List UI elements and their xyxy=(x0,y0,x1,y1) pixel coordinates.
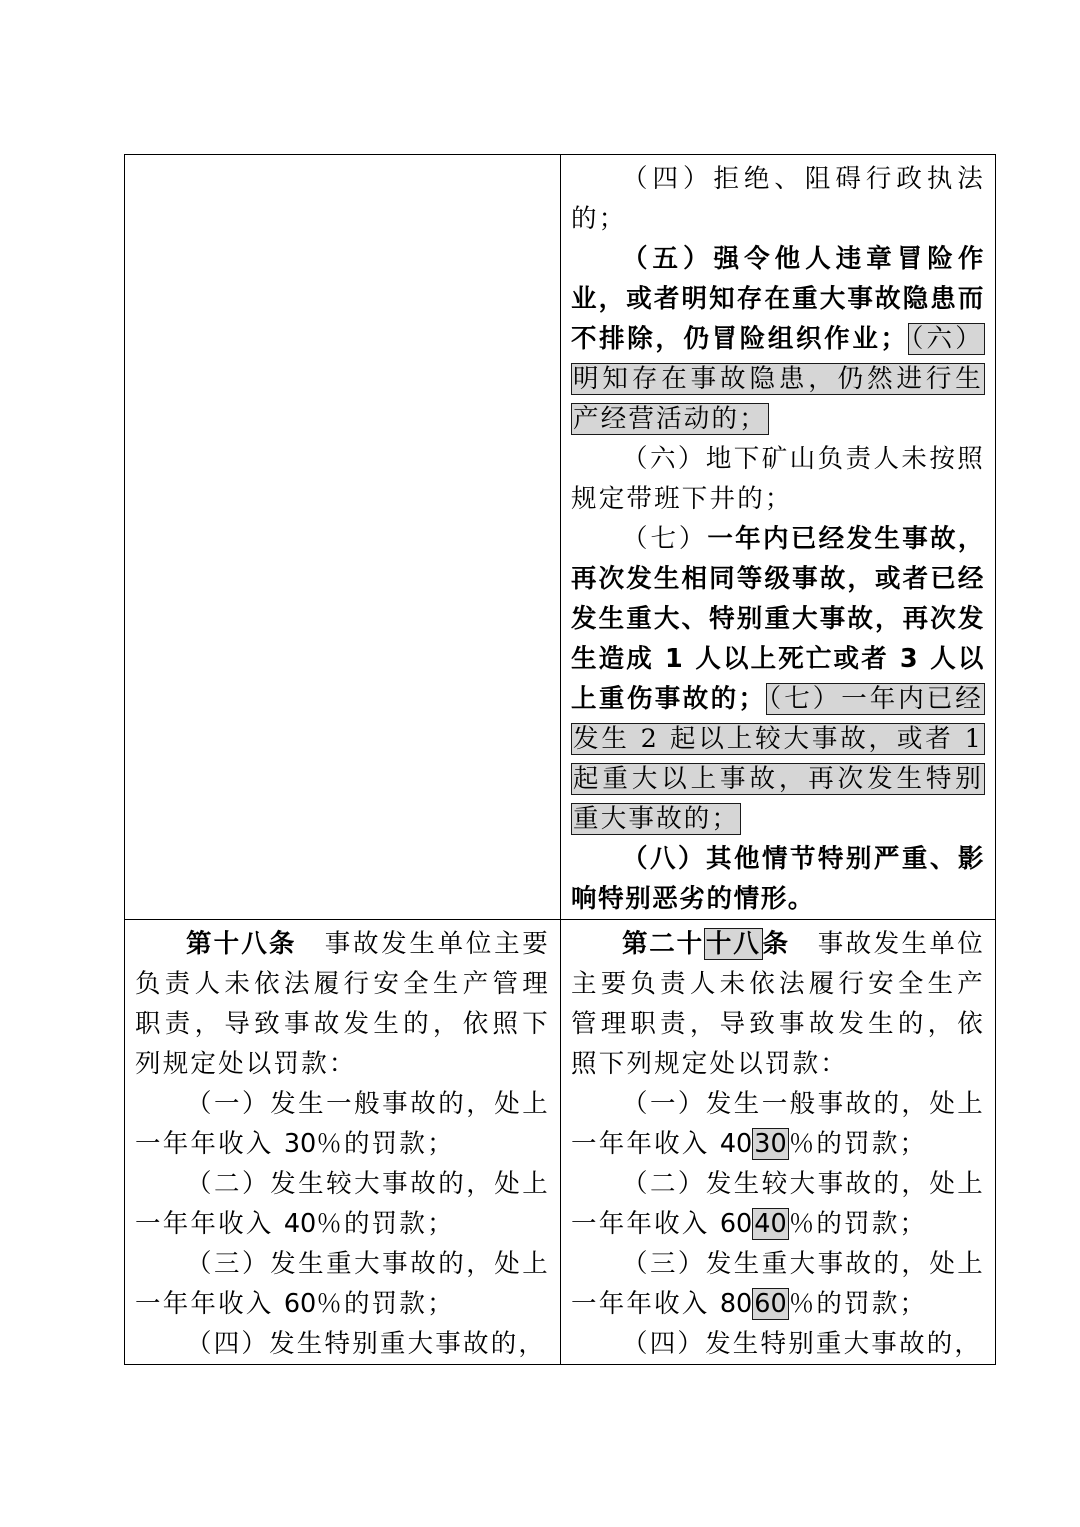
deleted-item-7: （七）一年内已经发生 2 起以上较大事故，或者 1 起重大以上事故，再次发生特别重大事故的； xyxy=(573,684,983,834)
item-2-text xyxy=(135,1164,550,1244)
item-1-text xyxy=(571,1084,985,1164)
item-1-percent: 30 xyxy=(283,1129,317,1159)
item-5-paragraph xyxy=(571,239,985,439)
original-text-cell xyxy=(125,155,561,920)
item-3-text xyxy=(571,1244,985,1324)
added-item-1-percent: 40 xyxy=(719,1129,753,1159)
item-2-lead: （二）发生较大事故的，处上一年年收入 xyxy=(135,1169,550,1239)
original-text-cell xyxy=(125,920,561,1365)
item-4-text: （四）发生特别重大事故的， xyxy=(622,1329,983,1359)
article-title-suffix: 条 xyxy=(762,929,790,959)
deleted-item-1-percent: 30 xyxy=(754,1129,787,1159)
item-3-text xyxy=(135,1244,550,1324)
item-1-tail: ％的罚款； xyxy=(316,1129,455,1159)
item-1-text xyxy=(135,1084,550,1164)
deleted-article-number: 十八 xyxy=(705,929,761,959)
deleted-item-2-percent: 40 xyxy=(754,1209,787,1239)
item-2-text xyxy=(571,1164,985,1244)
item-4-text: （四）发生特别重大事故的， xyxy=(186,1329,547,1359)
item-3-percent: 60 xyxy=(283,1289,317,1319)
revised-text-cell xyxy=(561,920,996,1365)
deleted-item-3-percent: 60 xyxy=(754,1289,787,1319)
article-intro: 事故发生单位主要负责人未依法履行安全生产管理职责，导致事故发生的，依照下列规定处以罚款： xyxy=(571,929,985,1079)
item-6-text: （六）地下矿山负责人未按照规定带班下井的； xyxy=(571,444,985,514)
added-item-2-percent: 60 xyxy=(719,1209,753,1239)
revised-text-cell xyxy=(561,155,996,920)
article-28-paragraph xyxy=(571,924,985,1084)
item-4-text: （四）拒绝、阻碍行政执法的； xyxy=(571,164,985,234)
item-7-paragraph xyxy=(571,519,985,839)
article-title-prefix: 第二十 xyxy=(622,929,704,959)
item-7-prefix: （七） xyxy=(622,524,708,554)
article-title: 第十八条 xyxy=(186,929,297,959)
item-3-tail: ％的罚款； xyxy=(316,1289,455,1319)
item-2-lead: （二）发生较大事故的，处上一年年收入 xyxy=(571,1169,985,1239)
added-item-8: （八）其他情节特别严重、影响特别恶劣的情形。 xyxy=(571,844,985,914)
item-2-tail: ％的罚款； xyxy=(316,1209,455,1239)
added-item-5: （五）强令他人违章冒险作业，或者明知存在重大事故隐患而不排除，仍冒险组织作业； xyxy=(571,244,985,354)
table-row xyxy=(125,920,996,1365)
item-1-lead: （一）发生一般事故的，处上一年年收入 xyxy=(135,1089,550,1159)
comparison-table xyxy=(124,154,996,1365)
deleted-item-6: （六）明知存在事故隐患，仍然进行生产经营活动的； xyxy=(573,324,983,434)
item-3-lead: （三）发生重大事故的，处上一年年收入 xyxy=(135,1249,550,1319)
added-item-7: 一年内已经发生事故，再次发生相同等级事故，或者已经发生重大、特别重大事故，再次发生造成 1 人以上死亡或者 3 人以上重伤事故的； xyxy=(571,524,985,714)
item-3-lead: （三）发生重大事故的，处上一年年收入 xyxy=(571,1249,985,1319)
added-item-3-percent: 80 xyxy=(719,1289,753,1319)
item-2-tail: ％的罚款； xyxy=(788,1209,928,1239)
item-3-tail: ％的罚款； xyxy=(788,1289,928,1319)
article-intro: 事故发生单位主要负责人未依法履行安全生产管理职责，导致事故发生的，依照下列规定处以罚款： xyxy=(135,929,550,1079)
item-2-percent: 40 xyxy=(283,1209,317,1239)
item-1-lead: （一）发生一般事故的，处上一年年收入 xyxy=(571,1089,985,1159)
item-1-tail: ％的罚款； xyxy=(788,1129,928,1159)
article-18-paragraph xyxy=(135,924,550,1084)
table-row xyxy=(125,155,996,920)
